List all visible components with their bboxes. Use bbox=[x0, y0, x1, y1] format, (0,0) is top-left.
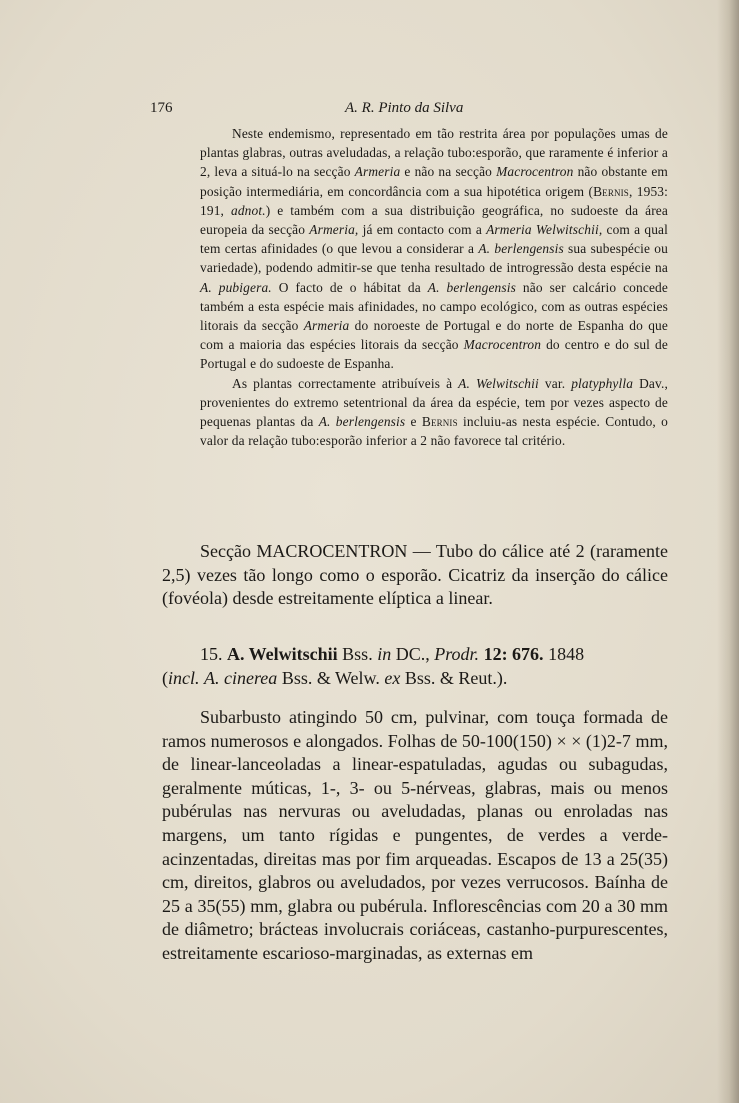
species-citation: 15. A. Welwitschii Bss. in DC., Prodr. 12: 676. 1848 (incl. A. cinerea Bss. & Welw. ex Bss. & Reut.). bbox=[162, 644, 585, 688]
species-name: A. Welwitschii bbox=[227, 644, 338, 664]
note-paragraph-2: As plantas correctamente atribuíveis à A. Welwitschii var. platyphylla Dav., provenientes do extremo setentrional da área da espécie, tem por vezes aspecto de pequenas plantas da A. berlengensis e Bernis incluiu-as nesta espécie. Contudo, o valor da relação tubo:esporão inferior a 2 não favorece tal critério. bbox=[200, 375, 669, 449]
section-macrocentron bbox=[162, 540, 668, 611]
page-number: 176 bbox=[150, 100, 173, 116]
species-heading bbox=[162, 643, 668, 690]
note-paragraph-1: Neste endemismo, representado em tão restrita área por populações umas de plantas glabras, outras aveludadas, a relação tubo:esporão, que raramente é inferior a 2, leva a situá-lo na secção Armeria e não na secção Macrocentron não obstante em posição intermediária, em concordância com a sua hipotética origem (Bernis, 1953: 191, adnot.) e também com a sua distribuição geográfica, no sudoeste da área europeia da secção Armeria, já em contacto com a Armeria Welwitschii, com a qual tem certas afinidades (o que levou a considerar a A. berlengensis sua subespécie ou variedade), podendo admitir-se que tenha resultado de introgressão desta espécie na A. pubigera. O facto de o hábitat da A. berlengensis não ser calcário concede também a esta espécie mais afinidades, no campo ecológico, com as outras espécies litorais da secção Armeria do noroeste de Portugal e do norte de Espanha do que com a maioria das espécies litorais da secção Macrocentron do centro e do sul de Portugal e do sudoeste de Espanha. bbox=[200, 126, 669, 372]
running-title: A. R. Pinto da Silva bbox=[345, 100, 464, 116]
small-print-note bbox=[200, 124, 668, 450]
species-description bbox=[162, 706, 668, 966]
page-edge-shadow bbox=[717, 0, 739, 1103]
page-header bbox=[150, 100, 670, 122]
section-paragraph: Secção MACROCENTRON — Tubo do cálice até 2 (raramente 2,5) vezes tão longo como o esporão. Cicatriz da inserção do cálice (fovéola) desde estreitamente elíptica a linear. bbox=[162, 541, 668, 609]
description-paragraph: Subarbusto atingindo 50 cm, pulvinar, com touça formada de ramos numerosos e alongados. Folhas de 50-100(150) × × (1)2-7 mm, de linear-lanceoladas a linear-espatuladas, agudas ou subagudas, geralmente múticas, 1-, 3- ou 5-nérveas, glabras, mais ou menos pubérulas nas nervuras ou aveludadas, planas ou enroladas nas margens, um tanto rígidas e pungentes, de verdes a verde-acinzentadas, direitas mas por fim arqueadas. Escapos de 13 a 25(35) cm, direitos, glabros ou aveludados, por vezes verrucosos. Baínha de 25 a 35(55) mm, glabra ou pubérula. Inflorescências com 20 a 30 mm de diâmetro; brácteas involucrais coriáceas, castanho-purpurescentes, estreitamente escarioso-marginadas, as externas em bbox=[162, 707, 668, 963]
